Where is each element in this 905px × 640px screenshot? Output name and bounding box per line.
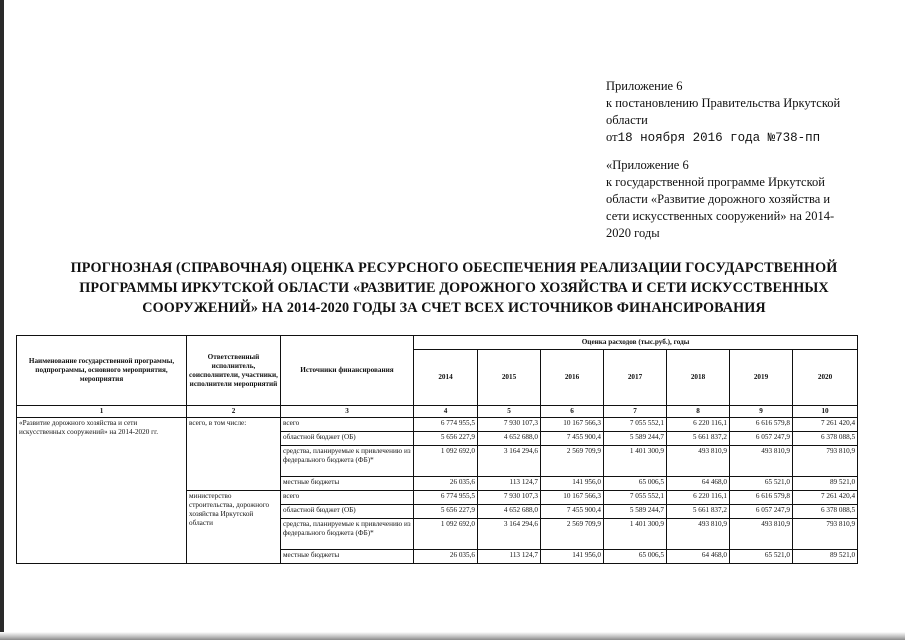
value-cell: 7 455 900,4	[541, 505, 604, 519]
value-cell: 7 055 552,1	[604, 418, 667, 432]
value-cell: 89 521,0	[793, 550, 858, 564]
source-cell: средства, планируемые к привлечению из федерального бюджета (ФБ)*	[281, 446, 414, 477]
scan-page-edge	[0, 0, 4, 640]
value-cell: 2 569 709,9	[541, 519, 604, 550]
value-cell: 793 810,9	[793, 446, 858, 477]
value-cell: 7 055 552,1	[604, 491, 667, 505]
header-year: 2015	[478, 350, 541, 406]
value-cell: 65 521,0	[730, 477, 793, 491]
appendix-original-block	[606, 157, 856, 242]
value-cell: 2 569 709,9	[541, 446, 604, 477]
source-cell: всего	[281, 418, 414, 432]
value-cell: 7 455 900,4	[541, 432, 604, 446]
appendix-original-title: «Приложение 6	[606, 158, 689, 172]
value-cell: 6 057 247,9	[730, 505, 793, 519]
value-cell: 6 057 247,9	[730, 432, 793, 446]
value-cell: 4 652 688,0	[478, 432, 541, 446]
executor-cell: министерство строительства, дорожного хозяйства Иркутской области	[187, 491, 281, 564]
value-cell: 3 164 294,6	[478, 519, 541, 550]
header-name: Наименование государственной программы, подпрограммы, основного мероприятия, мероприятия	[17, 336, 187, 406]
header-year: 2016	[541, 350, 604, 406]
value-cell: 65 006,5	[604, 477, 667, 491]
decree-date: 18 ноября 2016 года №738-пп	[617, 131, 821, 145]
value-cell: 7 261 420,4	[793, 491, 858, 505]
value-cell: 89 521,0	[793, 477, 858, 491]
document-title: ПРОГНОЗНАЯ (СПРАВОЧНАЯ) ОЦЕНКА РЕСУРСНОГО ОБЕСПЕЧЕНИЯ РЕАЛИЗАЦИИ ГОСУДАРСТВЕННОЙ ПРОГРАММЫ ИРКУТСКОЙ ОБЛАСТИ «РАЗВИТИЕ ДОРОЖНОГО ХОЗЯЙСТВА И СЕТИ ИСКУССТВЕННЫХ СООРУЖЕНИЙ» НА 2014-2020 ГОДЫ ЗА СЧЕТ ВСЕХ ИСТОЧНИКОВ ФИНАНСИРОВАНИЯ	[70, 260, 838, 316]
value-cell: 6 774 955,5	[414, 491, 478, 505]
column-number: 6	[541, 406, 604, 418]
executor-cell: всего, в том числе:	[187, 418, 281, 491]
value-cell: 6 616 579,8	[730, 491, 793, 505]
value-cell: 493 810,9	[667, 446, 730, 477]
value-cell: 5 661 837,2	[667, 505, 730, 519]
value-cell: 113 124,7	[478, 550, 541, 564]
header-source: Источники финансирования	[281, 336, 414, 406]
value-cell: 793 810,9	[793, 519, 858, 550]
value-cell: 64 468,0	[667, 550, 730, 564]
value-cell: 6 220 116,1	[667, 418, 730, 432]
appendix-current-date-line	[606, 129, 856, 147]
source-cell: областной бюджет (ОБ)	[281, 432, 414, 446]
column-number: 2	[187, 406, 281, 418]
table-header	[17, 336, 858, 418]
value-cell: 10 167 566,3	[541, 418, 604, 432]
header-year: 2020	[793, 350, 858, 406]
date-prefix: от	[606, 130, 618, 144]
value-cell: 5 656 227,9	[414, 505, 478, 519]
table-body	[17, 418, 858, 564]
source-cell: средства, планируемые к привлечению из федерального бюджета (ФБ)*	[281, 519, 414, 550]
column-number: 7	[604, 406, 667, 418]
value-cell: 7 261 420,4	[793, 418, 858, 432]
value-cell: 6 378 088,5	[793, 505, 858, 519]
column-number: 1	[17, 406, 187, 418]
header-executor: Ответственный исполнитель, соисполнители, участники, исполнители мероприятий	[187, 336, 281, 406]
value-cell: 141 956,0	[541, 477, 604, 491]
value-cell: 1 092 692,0	[414, 446, 478, 477]
header-year: 2014	[414, 350, 478, 406]
appendix-current-block	[606, 78, 856, 147]
value-cell: 7 930 107,3	[478, 418, 541, 432]
column-number: 3	[281, 406, 414, 418]
column-number: 10	[793, 406, 858, 418]
value-cell: 5 656 227,9	[414, 432, 478, 446]
header-year: 2017	[604, 350, 667, 406]
value-cell: 493 810,9	[730, 446, 793, 477]
value-cell: 493 810,9	[730, 519, 793, 550]
column-number: 8	[667, 406, 730, 418]
source-cell: всего	[281, 491, 414, 505]
resource-table	[16, 335, 858, 564]
program-name-cell: «Развитие дорожного хозяйства и сети искусственных сооружений» на 2014-2020 гг.	[17, 418, 187, 564]
value-cell: 65 006,5	[604, 550, 667, 564]
value-cell: 64 468,0	[667, 477, 730, 491]
header-year: 2019	[730, 350, 793, 406]
source-cell: местные бюджеты	[281, 477, 414, 491]
value-cell: 5 661 837,2	[667, 432, 730, 446]
column-number: 5	[478, 406, 541, 418]
value-cell: 1 401 300,9	[604, 446, 667, 477]
value-cell: 1 401 300,9	[604, 519, 667, 550]
column-number: 4	[414, 406, 478, 418]
column-number-row	[17, 406, 858, 418]
value-cell: 10 167 566,3	[541, 491, 604, 505]
source-cell: областной бюджет (ОБ)	[281, 505, 414, 519]
value-cell: 493 810,9	[667, 519, 730, 550]
value-cell: 3 164 294,6	[478, 446, 541, 477]
value-cell: 4 652 688,0	[478, 505, 541, 519]
value-cell: 65 521,0	[730, 550, 793, 564]
value-cell: 6 220 116,1	[667, 491, 730, 505]
column-number: 9	[730, 406, 793, 418]
value-cell: 1 092 692,0	[414, 519, 478, 550]
appendix-original-reference: к государственной программе Иркутской области «Развитие дорожного хозяйства и сети искусственных сооружений» на 2014-2020 годы	[606, 175, 835, 240]
value-cell: 141 956,0	[541, 550, 604, 564]
value-cell: 5 589 244,7	[604, 432, 667, 446]
table-row	[17, 418, 858, 432]
scan-page-bottom-shadow	[0, 632, 905, 640]
value-cell: 6 378 088,5	[793, 432, 858, 446]
value-cell: 7 930 107,3	[478, 491, 541, 505]
source-cell: местные бюджеты	[281, 550, 414, 564]
value-cell: 26 035,6	[414, 477, 478, 491]
header-year: 2018	[667, 350, 730, 406]
value-cell: 113 124,7	[478, 477, 541, 491]
appendix-current-reference: к постановлению Правительства Иркутской области	[606, 96, 841, 127]
value-cell: 6 774 955,5	[414, 418, 478, 432]
value-cell: 5 589 244,7	[604, 505, 667, 519]
header-expenses: Оценка расходов (тыс.руб.), годы	[414, 336, 858, 350]
appendix-current-title: Приложение 6	[606, 79, 683, 93]
value-cell: 26 035,6	[414, 550, 478, 564]
value-cell: 6 616 579,8	[730, 418, 793, 432]
